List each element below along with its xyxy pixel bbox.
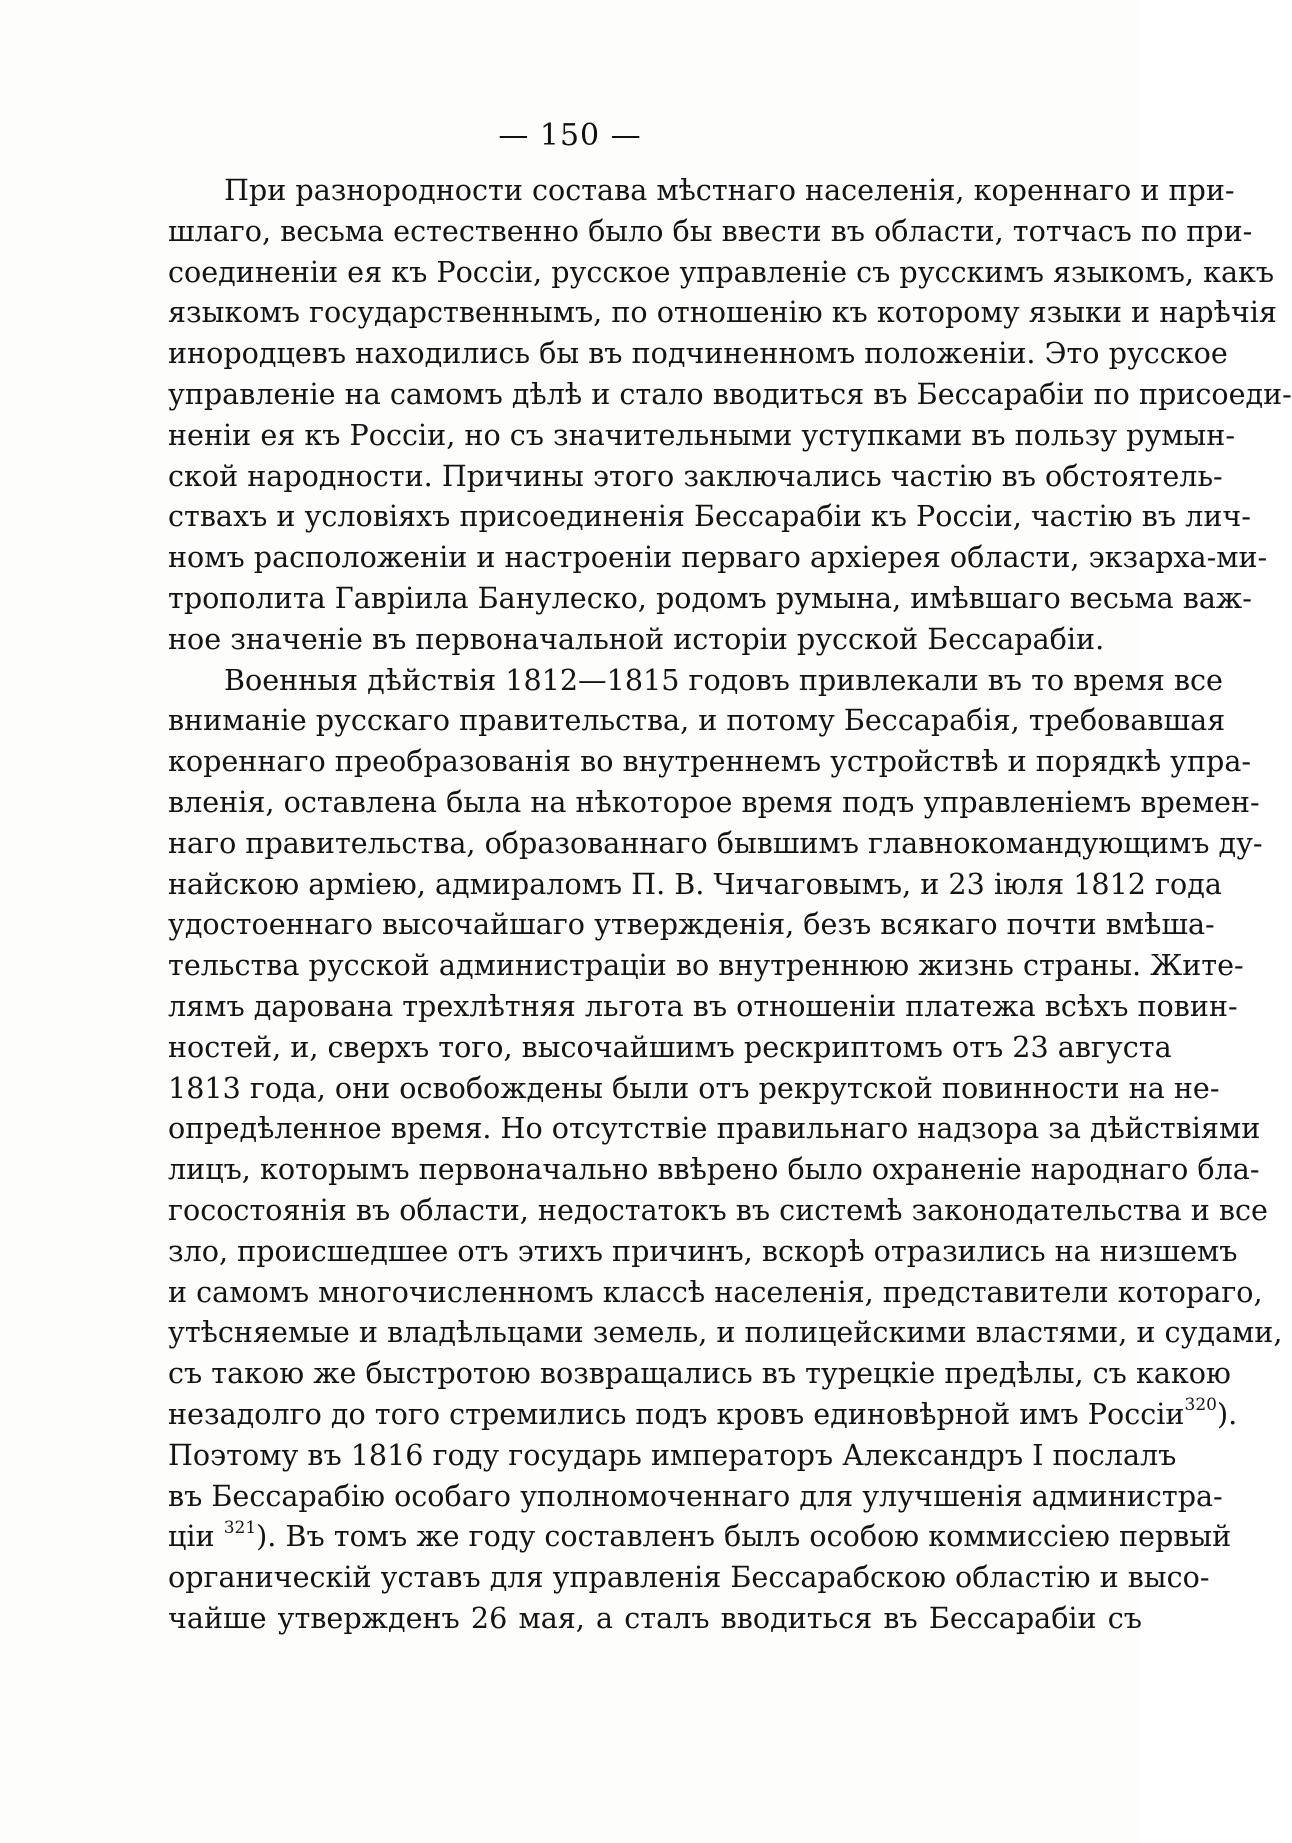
text-line: лицъ, которымъ первоначально ввѣрено было охраненіе народнаго бла- [168,1152,1260,1187]
text-segment: ). [1216,1396,1238,1431]
text-line: съ такою же быстротою возвращались въ турецкіе предѣлы, съ какою [168,1356,1231,1391]
body-text [168,170,1292,1639]
text-line: неніи ея къ Россіи, но съ значительными уступками въ пользу румын- [168,417,1235,452]
text-line: вниманіе русскаго правительства, и потому Бессарабія, требовавшая [168,703,1226,738]
text-line: найскою арміею, адмираломъ П. В. Чичаговымъ, и 23 іюля 1812 года [168,866,1222,901]
text-line: шлаго, весьма естественно было бы ввести въ области, тотчасъ по при- [168,213,1253,248]
text-line: ное значеніе въ первоначальной исторіи русской Бессарабіи. [168,621,1105,656]
text-line: удостоеннаго высочайшаго утвержденія, безъ всякаго почти вмѣша- [168,907,1215,942]
page-number: — 150 — [498,118,642,153]
text-line: ствахъ и условіяхъ присоединенія Бессарабіи къ Россіи, частію въ лич- [168,499,1251,534]
text-line: языкомъ государственнымъ, по отношенію къ которому языки и нарѣчія [168,295,1277,330]
text-segment: ціи [168,1519,215,1554]
text-line: ской народности. Причины этого заключались частію въ обстоятель- [168,458,1223,493]
text-line: Военныя дѣйствія 1812—1815 годовъ привлекали въ то время все [224,662,1223,697]
text-line-with-footnote [168,1516,1232,1557]
footnote-ref-321: 321 [223,1517,257,1538]
text-line: Поэтому въ 1816 году государь императоръ Александръ I послалъ [168,1437,1177,1472]
text-line: органическій уставъ для управленія Бессарабскою областію и высо- [168,1560,1210,1595]
text-line: ностей, и, сверхъ того, высочайшимъ рескриптомъ отъ 23 августа [168,1029,1172,1064]
text-line: госостоянія въ области, недостатокъ въ системѣ законодательства и все [168,1192,1268,1227]
text-line: При разнородности состава мѣстнаго населенія, кореннаго и при- [224,173,1235,207]
text-line: утѣсняемые и владѣльцами земель, и полицейскими властями, и судами, [168,1315,1283,1350]
text-segment: незадолго до того стремились подъ кровъ единовѣрной имъ Россіи [168,1396,1185,1431]
text-line: зло, происшедшее отъ этихъ причинъ, вскорѣ отразились на низшемъ [168,1233,1238,1268]
text-line: управленіе на самомъ дѣлѣ и стало вводиться въ Бессарабіи по присоеди- [168,376,1292,411]
text-line: 1813 года, они освобождены были отъ рекрутской повинности на не- [168,1070,1220,1105]
footnote-ref-320: 320 [1184,1395,1217,1416]
text-line: вленія, оставлена была на нѣкоторое время подъ управленіемъ времен- [168,784,1260,819]
text-line: опредѣленное время. Но отсутствіе правильнаго надзора за дѣйствіями [168,1111,1261,1146]
text-line: наго правительства, образованнаго бывшимъ главнокомандующимъ ду- [168,825,1263,860]
text-line-with-footnote [168,1394,1238,1435]
text-line: тельства русской администраціи во внутреннюю жизнь страны. Жите- [168,948,1244,983]
text-line: инородцевъ находились бы въ подчиненномъ положеніи. Это русское [168,336,1228,371]
text-line: и самомъ многочисленномъ классѣ населенія, представители котораго, [168,1274,1263,1309]
text-line: номъ расположеніи и настроеніи перваго архіерея области, экзарха-ми- [168,540,1268,575]
text-line: въ Бессарабію особаго уполномоченнаго для улучшенія администра- [168,1478,1223,1513]
text-segment: ). Въ томъ же году составленъ былъ особою коммиссіею первый [256,1519,1232,1554]
text-line: чайше утвержденъ 26 мая, а сталъ вводиться въ Бессарабіи съ [168,1600,1142,1635]
text-line: лямъ дарована трехлѣтняя льгота въ отношеніи платежа всѣхъ повин- [168,988,1238,1023]
text-line: кореннаго преобразованія во внутреннемъ устройствѣ и порядкѣ упра- [168,744,1252,779]
text-line: соединеніи ея къ Россіи, русское управленіе съ русскимъ языкомъ, какъ [168,254,1275,289]
text-line: трополита Гавріила Банулеско, родомъ румына, имѣвшаго весьма важ- [168,580,1252,615]
